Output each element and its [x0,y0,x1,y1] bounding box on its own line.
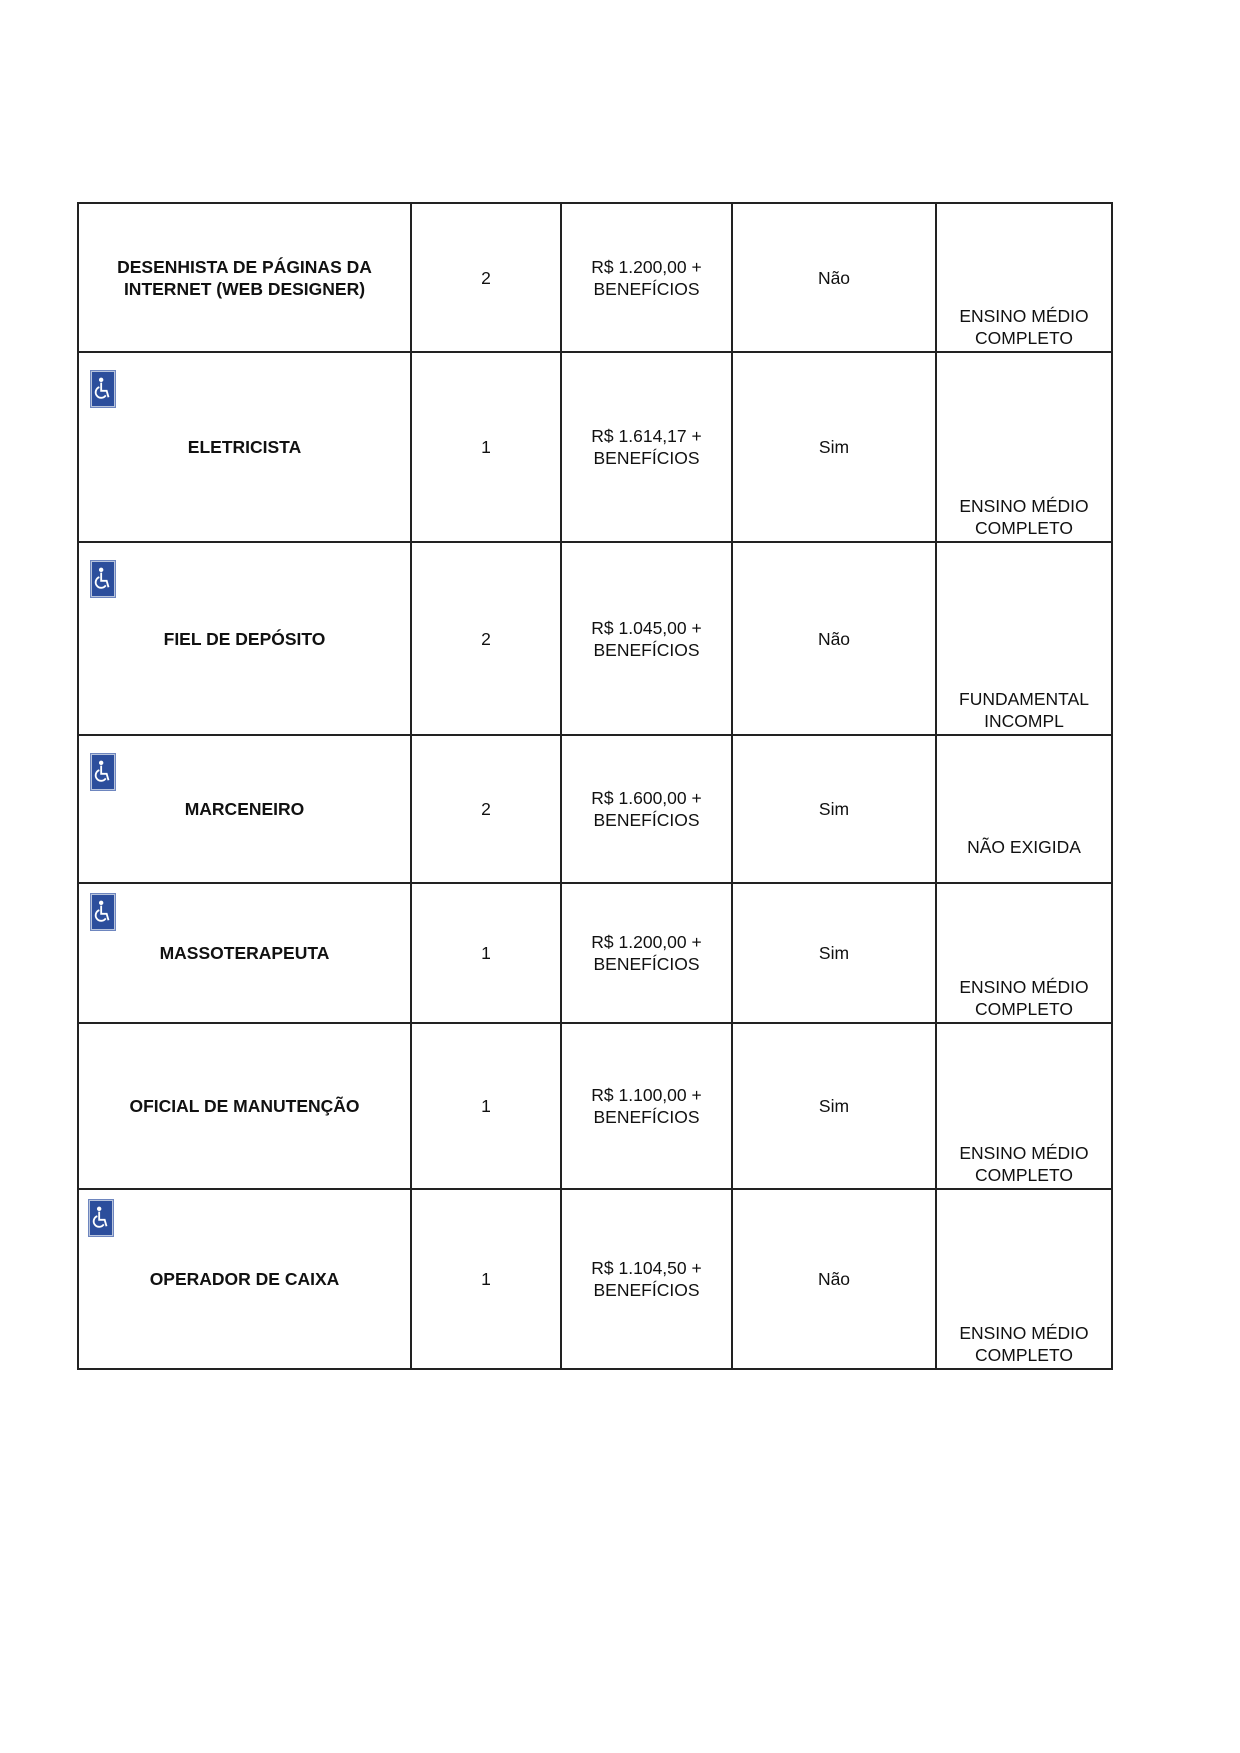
salary-text: R$ 1.200,00 + BENEFÍCIOS [591,932,702,974]
vacancies-count: 1 [481,943,491,963]
education-cell [937,353,1113,543]
vacancies-count: 1 [481,1269,491,1289]
salary-text: R$ 1.600,00 + BENEFÍCIOS [591,788,702,830]
job-title: OFICIAL DE MANUTENÇÃO [129,1096,360,1116]
option-text: Não [817,267,851,288]
salary-text: R$ 1.045,00 + BENEFÍCIOS [591,617,702,660]
option-cell [733,1190,937,1370]
vacancies-cell [412,1190,562,1370]
vacancies-count: 2 [481,799,491,819]
option-cell [733,204,937,353]
education-cell [937,884,1113,1024]
education-text: ENSINO MÉDIO COMPLETO [959,1323,1089,1365]
option-cell [733,1024,937,1190]
option-cell [733,884,937,1024]
salary-cell [562,543,733,736]
wheelchair-accessibility-icon [91,561,115,597]
education-cell [937,543,1113,736]
vacancies-cell [412,204,562,353]
vacancies-cell [412,884,562,1024]
salary-cell [562,1024,733,1190]
salary-cell [562,204,733,353]
vacancies-count: 2 [481,267,491,288]
vacancies-count: 2 [481,628,491,649]
wheelchair-accessibility-icon [91,371,115,407]
job-title-cell [79,204,412,353]
job-title-cell [79,543,412,736]
education-text: ENSINO MÉDIO COMPLETO [959,496,1089,538]
education-text: ENSINO MÉDIO COMPLETO [959,306,1089,348]
option-text: Sim [818,1096,850,1116]
job-title-cell [79,884,412,1024]
salary-text: R$ 1.614,17 + BENEFÍCIOS [591,426,702,468]
job-title: DESENHISTA DE PÁGINAS DA INTERNET (WEB DESIGNER) [117,256,372,299]
vacancies-cell [412,736,562,884]
option-text: Não [817,1269,851,1289]
education-cell [937,204,1113,353]
job-title: OPERADOR DE CAIXA [149,1269,340,1289]
salary-text: R$ 1.100,00 + BENEFÍCIOS [591,1085,702,1127]
salary-cell [562,884,733,1024]
salary-text: R$ 1.104,50 + BENEFÍCIOS [591,1258,702,1300]
job-title-cell [79,736,412,884]
option-cell [733,353,937,543]
job-title-cell [79,353,412,543]
job-title: FIEL DE DEPÓSITO [163,628,326,649]
option-cell [733,543,937,736]
option-text: Sim [818,799,850,819]
option-text: Sim [818,943,850,963]
salary-cell [562,353,733,543]
vacancies-count: 1 [481,437,491,457]
job-title-cell [79,1024,412,1190]
job-title: MASSOTERAPEUTA [159,943,330,963]
education-text: ENSINO MÉDIO COMPLETO [959,977,1089,1019]
option-text: Sim [818,437,850,457]
education-text: FUNDAMENTAL INCOMPL [959,689,1089,731]
job-title: MARCENEIRO [184,799,305,819]
job-title: ELETRICISTA [187,437,302,457]
education-text: NÃO EXIGIDA [967,837,1081,857]
salary-cell [562,1190,733,1370]
jobs-table [77,202,1113,1370]
salary-text: R$ 1.200,00 + BENEFÍCIOS [591,256,702,299]
wheelchair-accessibility-icon [91,754,115,790]
education-cell [937,1024,1113,1190]
vacancies-cell [412,353,562,543]
wheelchair-accessibility-icon [89,1200,113,1236]
education-text: ENSINO MÉDIO COMPLETO [959,1143,1089,1185]
vacancies-cell [412,543,562,736]
vacancies-count: 1 [481,1096,491,1116]
education-cell [937,736,1113,884]
vacancies-cell [412,1024,562,1190]
wheelchair-accessibility-icon [91,894,115,930]
job-title-cell [79,1190,412,1370]
option-cell [733,736,937,884]
salary-cell [562,736,733,884]
option-text: Não [817,628,851,649]
education-cell [937,1190,1113,1370]
